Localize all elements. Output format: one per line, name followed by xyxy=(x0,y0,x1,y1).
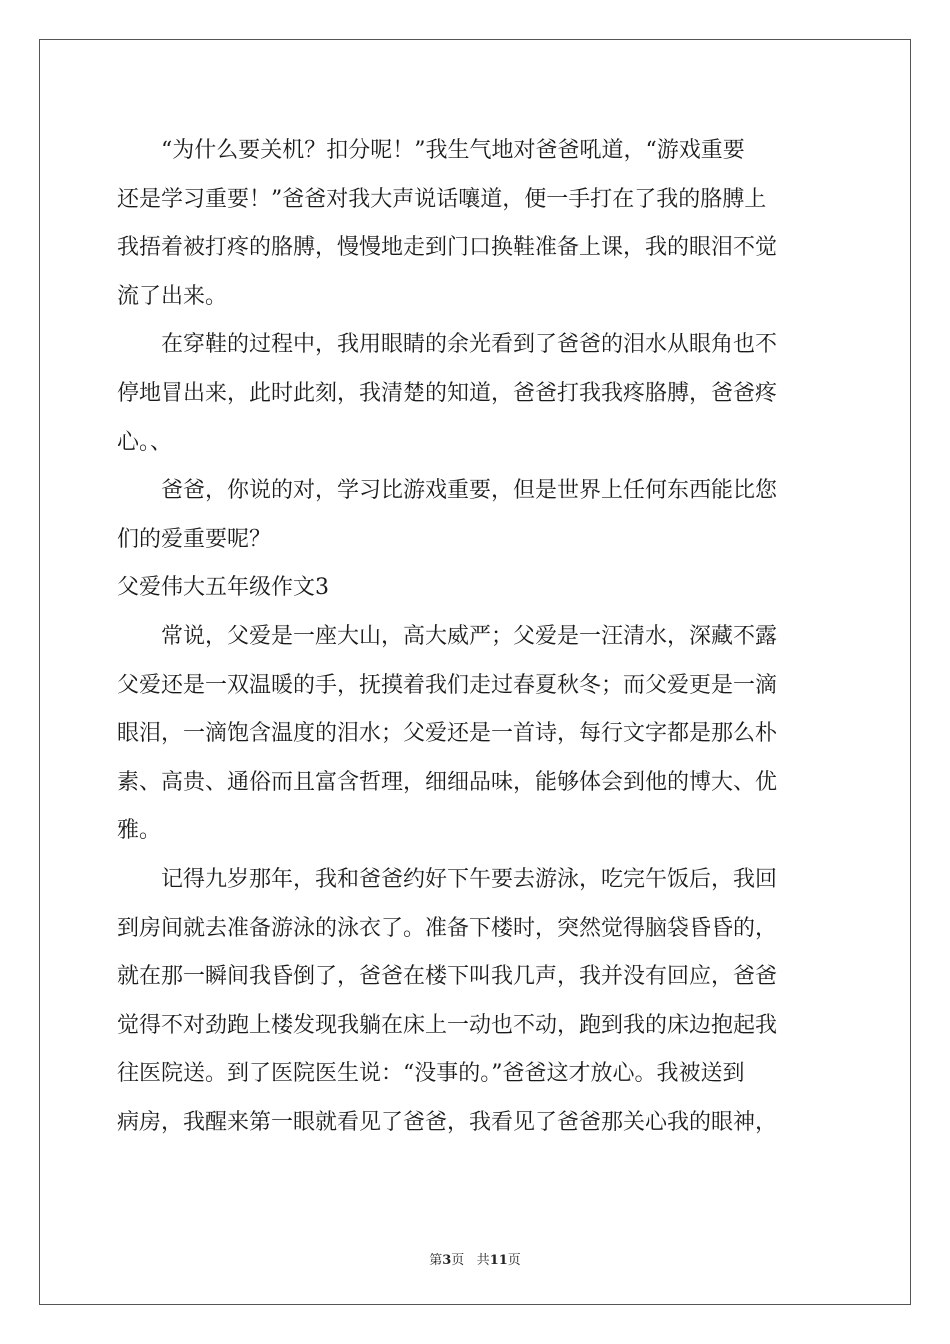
text-line: 到房间就去准备游泳的泳衣了。准备下楼时，突然觉得脑袋昏昏的， xyxy=(117,915,778,941)
footer-total-pages: 11 xyxy=(489,1253,508,1268)
text-line: 眼泪，一滴饱含温度的泪水；父爱还是一首诗，每行文字都是那么朴 xyxy=(117,721,778,747)
text-line: 觉得不对劲跑上楼发现我躺在床上一动也不动，跑到我的床边抱起我 xyxy=(117,1012,778,1038)
footer-total-suffix: 页 xyxy=(507,1253,521,1268)
page-footer xyxy=(0,1249,950,1268)
text-line: 我捂着被打疼的胳膊，慢慢地走到门口换鞋准备上课，我的眼泪不觉 xyxy=(117,235,778,261)
text-line: 们的爱重要呢？ xyxy=(117,526,272,552)
text-line: 在穿鞋的过程中，我用眼睛的余光看到了爸爸的泪水从眼角也不 xyxy=(161,332,778,358)
text-line: 爸爸，你说的对，学习比游戏重要，但是世界上任何东西能比您 xyxy=(161,478,778,504)
text-line: 心。、 xyxy=(117,429,173,455)
text-line: 停地冒出来，此时此刻，我清楚的知道，爸爸打我我疼胳膊，爸爸疼 xyxy=(117,380,778,406)
text-line: 往医院送。到了医院医生说：“没事的。”爸爸这才放心。我被送到 xyxy=(117,1061,745,1087)
document-body xyxy=(117,127,833,1147)
text-line: 父爱还是一双温暖的手，抚摸着我们走过春夏秋冬；而父爱更是一滴 xyxy=(117,672,778,698)
text-line: 常说，父爱是一座大山，高大威严；父爱是一汪清水，深藏不露 xyxy=(161,623,778,649)
footer-page-prefix: 第 xyxy=(429,1253,443,1268)
text-line: 流了出来。 xyxy=(117,283,228,309)
text-line: 还是学习重要！”爸爸对我大声说话嚷道，便一手打在了我的胳膊上 xyxy=(117,186,767,212)
text-line: 素、高贵、通俗而且富含哲理，细细品味，能够体会到他的博大、优 xyxy=(117,769,778,795)
text-line: 雅。 xyxy=(117,818,162,844)
text-line: “为什么要关机？扣分呢！”我生气地对爸爸吼道，“游戏重要 xyxy=(161,138,745,163)
text-line: 病房，我醒来第一眼就看见了爸爸，我看见了爸爸那关心我的眼神， xyxy=(117,1109,778,1135)
text-line: 记得九岁那年，我和爸爸约好下午要去游泳，吃完午饭后，我回 xyxy=(161,866,778,892)
text-line: 父爱伟大五年级作文3 xyxy=(117,575,329,601)
footer-page-number: 3 xyxy=(442,1253,452,1268)
footer-total-prefix: 共 xyxy=(476,1253,490,1268)
footer-page-suffix: 页 xyxy=(451,1253,465,1268)
text-line: 就在那一瞬间我昏倒了，爸爸在楼下叫我几声，我并没有回应，爸爸 xyxy=(117,964,778,990)
